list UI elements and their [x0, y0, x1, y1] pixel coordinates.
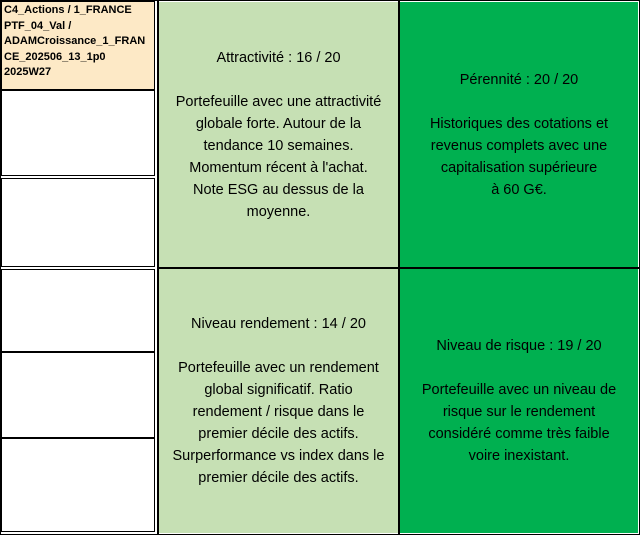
portfolio-id-cell [1, 1, 155, 90]
left-column [0, 0, 157, 533]
perennite-description: Historiques des cotations et revenus complets avec une capitalisation supérieure à 60 G€. [429, 115, 609, 198]
perennite-card [400, 2, 638, 267]
portfolio-id-line: ADAMCroissance_1_FRAN [4, 35, 146, 47]
portfolio-id-line: C4_Actions / 1_FRANCE [4, 4, 132, 16]
attractivite-description: Portefeuille avec une attractivité globale forte. Autour de la tendance 10 semaines. Momentum récent à l'achat. Note ESG au dessus de la moyenne. [175, 93, 382, 220]
attractivite-title: Attractivité : 16 / 20 [216, 49, 341, 66]
risque-description: Portefeuille avec un niveau de risque sur le rendement considéré comme très faible voire inexistant. [421, 382, 617, 464]
risque-card [400, 269, 638, 533]
blank-cell [1, 352, 155, 438]
blank-cell [1, 90, 155, 176]
blank-cell [1, 178, 155, 267]
portfolio-id-line: 2025W27 [4, 66, 52, 78]
grid-divider [157, 267, 640, 269]
risque-title: Niveau de risque : 19 / 20 [436, 338, 602, 354]
blank-cell [1, 438, 155, 532]
rendement-description: Portefeuille avec un rendement global significatif. Ratio rendement / risque dans le premier décile des actifs. Surperformance vs index dans le premier décile des actifs. [172, 360, 385, 486]
portfolio-id-line: PTF_04_Val / [4, 19, 72, 32]
attractivite-card [159, 2, 398, 267]
blank-cell [1, 269, 155, 352]
portfolio-id-line: CE_202506_13_1p0 [4, 50, 106, 63]
rendement-card [159, 269, 398, 533]
perennite-title: Pérennité : 20 / 20 [459, 71, 579, 88]
rendement-title: Niveau rendement : 14 / 20 [191, 316, 366, 332]
